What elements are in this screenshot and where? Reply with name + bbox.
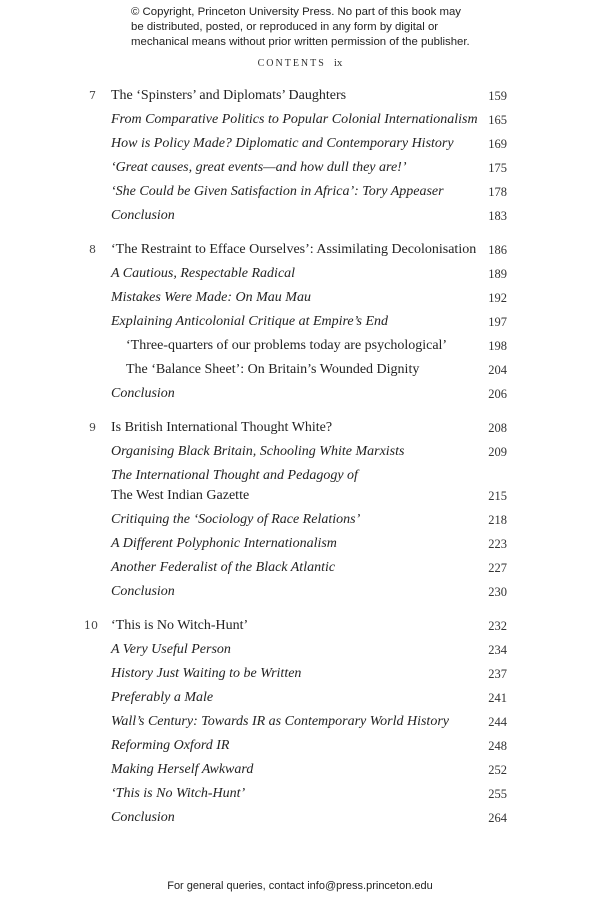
section-title: ‘She Could be Given Satisfaction in Africa’: Tory Appeaser [111,184,444,199]
page-ref: 178 [488,185,507,199]
page-ref: 159 [488,89,507,103]
section-title: A Cautious, Respectable Radical [111,266,296,281]
page-ref: 197 [488,315,507,329]
chapter-number: 10 [84,619,98,632]
footer-contact: For general queries, contact info@press.princeton.edu [167,880,433,892]
section-title: Organising Black Britain, Schooling White Marxists [111,444,405,459]
section-title: ‘This is No Witch-Hunt’ [111,786,246,801]
page-ref: 186 [488,243,507,257]
page-ref: 215 [488,489,507,503]
page-ref: 248 [488,739,507,753]
chapter-heading[interactable] [0,84,600,108]
section-title: Critiquing the ‘Sociology of Race Relations’ [111,512,361,527]
section-entry[interactable] [0,108,600,132]
section-title: Conclusion [111,386,175,401]
section-title-line2: The West Indian Gazette [111,488,250,503]
section-entry[interactable] [0,556,600,580]
section-entry[interactable] [0,156,600,180]
section-entry[interactable] [0,806,600,830]
section-title: Reforming Oxford IR [111,738,230,753]
section-title: Wall’s Century: Towards IR as Contemporary World History [111,714,449,729]
page-ref: 218 [488,513,507,527]
page-ref: 183 [488,209,507,223]
section-entry[interactable] [0,782,600,806]
subsection-entry[interactable] [0,358,600,382]
section-title: A Different Polyphonic Internationalism [111,536,337,551]
page-ref: 237 [488,667,507,681]
page-ref: 165 [488,113,507,127]
section-entry[interactable] [0,532,600,556]
section-entry[interactable] [0,508,600,532]
section-title: Mistakes Were Made: On Mau Mau [111,290,311,305]
chapter-heading[interactable] [0,416,600,440]
section-entry[interactable] [0,286,600,310]
section-entry[interactable] [0,132,600,156]
section-entry[interactable] [0,310,600,334]
section-entry[interactable] [0,758,600,782]
page-ref: 223 [488,537,507,551]
section-title: From Comparative Politics to Popular Colonial Internationalism [111,112,478,127]
page-ref: 204 [488,363,507,377]
section-title: ‘Great causes, great events—and how dull they are!’ [111,160,407,175]
section-title: Conclusion [111,584,175,599]
page-ref: 189 [488,267,507,281]
section-entry[interactable] [0,440,600,464]
chapter-title: The ‘Spinsters’ and Diplomats’ Daughters [111,88,347,103]
section-entry[interactable] [0,382,600,406]
chapter-title: ‘The Restraint to Efface Ourselves’: Assimilating Decolonisation [111,242,477,257]
section-entry[interactable] [0,734,600,758]
section-entry[interactable] [0,580,600,604]
section-title: Explaining Anticolonial Critique at Empire’s End [111,314,389,329]
page-ref: 264 [488,811,507,825]
section-entry[interactable] [0,262,600,286]
page-ref: 206 [488,387,507,401]
section-entry[interactable] [0,204,600,228]
copyright-notice: © Copyright, Princeton University Press. No part of this book may be distributed, posted, or reproduced in any form by digital or mechanical means without prior written permission of the publisher. [131,6,470,48]
table-of-contents [0,84,600,840]
running-head-title: CONTENTS [257,58,326,69]
chapter-number: 8 [89,243,96,256]
page-ref: 192 [488,291,507,305]
page-ref: 255 [488,787,507,801]
section-title [111,466,358,506]
page-ref: 198 [488,339,507,353]
section-entry[interactable] [0,638,600,662]
section-title: A Very Useful Person [111,642,231,657]
page-number: ix [333,57,343,69]
chapter-heading[interactable] [0,238,600,262]
page-ref: 252 [488,763,507,777]
chapter-heading[interactable] [0,614,600,638]
section-title: How is Policy Made? Diplomatic and Contemporary History [111,136,454,151]
chapter-number: 7 [89,89,96,102]
page-ref: 227 [488,561,507,575]
page-ref: 232 [488,619,507,633]
section-entry[interactable] [0,464,600,508]
section-entry[interactable] [0,686,600,710]
chapter-7 [0,84,600,228]
section-title: Another Federalist of the Black Atlantic [111,560,336,575]
section-entry[interactable] [0,662,600,686]
chapter-9 [0,416,600,604]
page-ref: 209 [488,445,507,459]
section-entry[interactable] [0,180,600,204]
subsection-title: ‘Three-quarters of our problems today are psychological’ [126,338,448,353]
page-ref: 169 [488,137,507,151]
section-title-line1: The International Thought and Pedagogy of [111,468,358,483]
page-ref: 230 [488,585,507,599]
chapter-title: ‘This is No Witch-Hunt’ [111,618,249,633]
chapter-title: Is British International Thought White? [111,420,333,435]
page-ref: 208 [488,421,507,435]
section-entry[interactable] [0,710,600,734]
subsection-entry[interactable] [0,334,600,358]
chapter-8 [0,238,600,406]
section-title: Making Herself Awkward [111,762,254,777]
section-title: History Just Waiting to be Written [111,666,302,681]
subsection-title: The ‘Balance Sheet’: On Britain’s Wounded Dignity [126,362,420,377]
running-head [0,57,600,69]
chapter-10 [0,614,600,830]
chapter-number: 9 [89,421,96,434]
section-title: Conclusion [111,810,175,825]
page-ref: 175 [488,161,507,175]
page-ref: 241 [488,691,507,705]
section-title: Preferably a Male [111,690,214,705]
section-title: Conclusion [111,208,175,223]
page-ref: 244 [488,715,507,729]
page-ref: 234 [488,643,507,657]
